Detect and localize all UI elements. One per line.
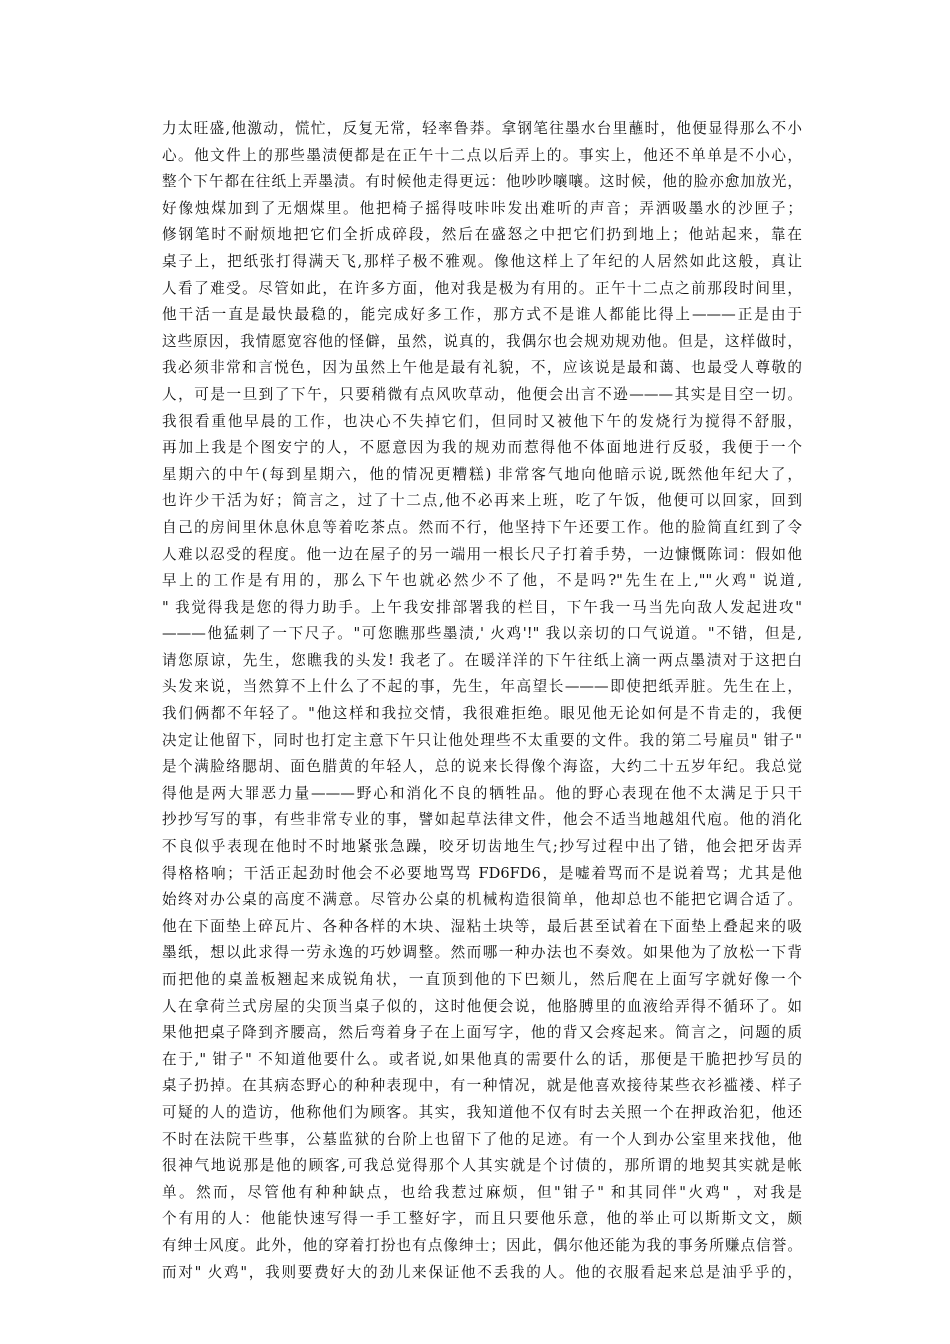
text-line: 墨纸，想以此求得一劳永逸的巧妙调整。然而哪一种办法也不奏效。如果他为了放松一下背 <box>162 944 802 962</box>
text-line: 头发来说，当然算不上什么了不起的事，先生，年高望长———即使把纸弄脏。先生在上， <box>162 678 802 696</box>
text-line: 我必须非常和言悦色，因为虽然上午他是最有礼貌，不，应该说是最和蔼、也最受人尊敬的 <box>162 359 802 377</box>
text-line: 这些原因，我情愿宽容他的怪僻，虽然，说真的，我偶尔也会规劝规劝他。但是，这样做时， <box>162 332 802 350</box>
text-line: 在于," 钳子" 不知道他要什么。或者说,如果他真的需要什么的话，那便是干脆把抄写员的 <box>162 1050 802 1068</box>
text-line: 个有用的人：他能快速写得一手工整好字，而且只要他乐意，他的举止可以斯斯文文，颇 <box>162 1210 802 1228</box>
text-line: 早上的工作是有用的，那么下午也就必然少不了他，不是吗?"先生在上,""火鸡" 说道, <box>162 572 802 590</box>
text-line: 心。他文件上的那些墨渍便都是在正午十二点以后弄上的。事实上，他还不单单是不小心， <box>162 146 802 164</box>
text-line: 自己的房间里休息休息等着吃茶点。然而不行，他坚持下午还要工作。他的脸简直红到了令 <box>162 518 802 536</box>
text-line: 而对" 火鸡"，我则要费好大的劲儿来保证他不丢我的人。他的衣服看起来总是油乎乎的， <box>162 1263 802 1281</box>
text-line: 很神气地说那是他的顾客,可我总觉得那个人其实就是个讨债的，那所谓的地契其实就是帐 <box>162 1157 802 1175</box>
text-line: 桌子扔掉。在其病态野心的种种表现中，有一种情况，就是他喜欢接待某些衣衫褴褛、样子 <box>162 1077 802 1095</box>
text-line: 得格格响；干活正起劲时他会不必要地骂骂 FD6FD6，是嘘着骂而不是说着骂；尤其是他 <box>162 864 802 882</box>
text-line: 决定让他留下，同时也打定主意下午只让他处理些不太重要的文件。我的第二号雇员" 钳子" <box>162 731 802 749</box>
text-line: 单。然而，尽管他有种种缺点，也给我惹过麻烦，但"钳子" 和其同伴"火鸡" ，对我是 <box>162 1183 802 1201</box>
text-line: 不时在法院干些事，公墓监狱的台阶上也留下了他的足迹。有一个人到办公室里来找他，他 <box>162 1130 802 1148</box>
text-line: 果他把桌子降到齐腰高，然后弯着身子在上面写字，他的背又会疼起来。简言之，问题的质 <box>162 1024 802 1042</box>
text-line: 我很看重他早晨的工作，也决心不失掉它们，但同时又被他下午的发烧行为搅得不舒服， <box>162 412 802 430</box>
text-line: 得他是两大罪恶力量———野心和消化不良的牺牲品。他的野心表现在他不太满足于只干 <box>162 784 802 802</box>
text-line: 桌子上，把纸张打得满天飞,那样子极不雅观。像他这样上了年纪的人居然如此这般，真让 <box>162 252 802 270</box>
text-line: 好像烛煤加到了无烟煤里。他把椅子摇得吱咔咔发出难听的声音；弄洒吸墨水的沙匣子； <box>162 199 802 217</box>
text-line: 我们俩都不年轻了。"他这样和我拉交情，我很难拒绝。眼见他无论如何是不肯走的，我便 <box>162 705 802 723</box>
text-line: 人在拿荷兰式房屋的尖顶当桌子似的，这时他便会说，他胳膊里的血液给弄得不循环了。如 <box>162 997 802 1015</box>
text-line: 再加上我是个图安宁的人，不愿意因为我的规劝而惹得他不体面地进行反驳，我便于一个 <box>162 439 802 457</box>
text-line: " 我觉得我是您的得力助手。上午我安排部署我的栏目，下午我一马当先向敌人发起进攻" <box>162 598 802 616</box>
text-line: 他在下面垫上碎瓦片、各种各样的木块、湿粘土块等，最后甚至试着在下面垫上叠起来的吸 <box>162 917 802 935</box>
text-line: 有绅士风度。此外，他的穿着打扮也有点像绅士；因此，偶尔他还能为我的事务所赚点信誉。 <box>162 1236 802 1254</box>
text-line: 也许少干活为好；简言之，过了十二点,他不必再来上班，吃了午饭，他便可以回家，回到 <box>162 492 802 510</box>
text-line: 星期六的中午(每到星期六，他的情况更糟糕) 非常客气地向他暗示说,既然他年纪大了， <box>162 465 802 483</box>
text-line: 而把他的桌盖板翘起来成锐角状，一直顶到他的下巴颏儿，然后爬在上面写字就好像一个 <box>162 971 802 988</box>
text-line: 人看了难受。尽管如此，在许多方面，他对我是极为有用的。正午十二点之前那段时间里， <box>162 279 802 297</box>
text-line: 不良似乎表现在他时不时地紧张急躁，咬牙切齿地生气;抄写过程中出了错，他会把牙齿弄 <box>162 838 802 856</box>
text-line: 人，可是一旦到了下午，只要稍微有点风吹草动，他便会出言不逊———其实是目空一切。 <box>162 385 802 403</box>
text-line: 力太旺盛,他激动，慌忙，反复无常，轻率鲁莽。拿钢笔往墨水台里蘸时，他便显得那么不小 <box>162 120 802 137</box>
text-line: 请您原谅，先生，您瞧我的头发! 我老了。在暖洋洋的下午往纸上滴一两点墨渍对于这把白 <box>162 651 802 669</box>
text-line: 人难以忍受的程度。他一边在屋子的另一端用一根长尺子打着手势，一边慷慨陈词：假如他 <box>162 545 802 563</box>
text-line: ———他猛刺了一下尺子。"可您瞧那些墨渍,' 火鸡'!" 我以亲切的口气说道。"不错，但是, <box>162 625 802 643</box>
text-line: 可疑的人的造访，他称他们为顾客。其实，我知道他不仅有时去关照一个在押政治犯，他还 <box>162 1103 802 1121</box>
body-text <box>162 116 802 1286</box>
text-line: 是个满脸络腮胡、面色腊黄的年轻人，总的说来长得像个海盗，大约二十五岁年纪。我总觉 <box>162 758 802 776</box>
text-line: 始终对办公桌的高度不满意。尽管办公桌的机械构造很简单，他却总也不能把它调合适了。 <box>162 891 802 909</box>
text-line: 他干活一直是最快最稳的，能完成好多工作，那方式不是谁人都能比得上———正是由于 <box>162 306 802 324</box>
text-line: 抄抄写写的事，有些非常专业的事，譬如起草法律文件，他会不适当地越俎代庖。他的消化 <box>162 811 802 829</box>
text-line: 整个下午都在往纸上弄墨渍。有时候他走得更远：他吵吵嚷嚷。这时候，他的脸亦愈加放光， <box>162 173 802 191</box>
text-line: 修钢笔时不耐烦地把它们全折成碎段，然后在盛怒之中把它们扔到地上；他站起来，靠在 <box>162 226 802 244</box>
